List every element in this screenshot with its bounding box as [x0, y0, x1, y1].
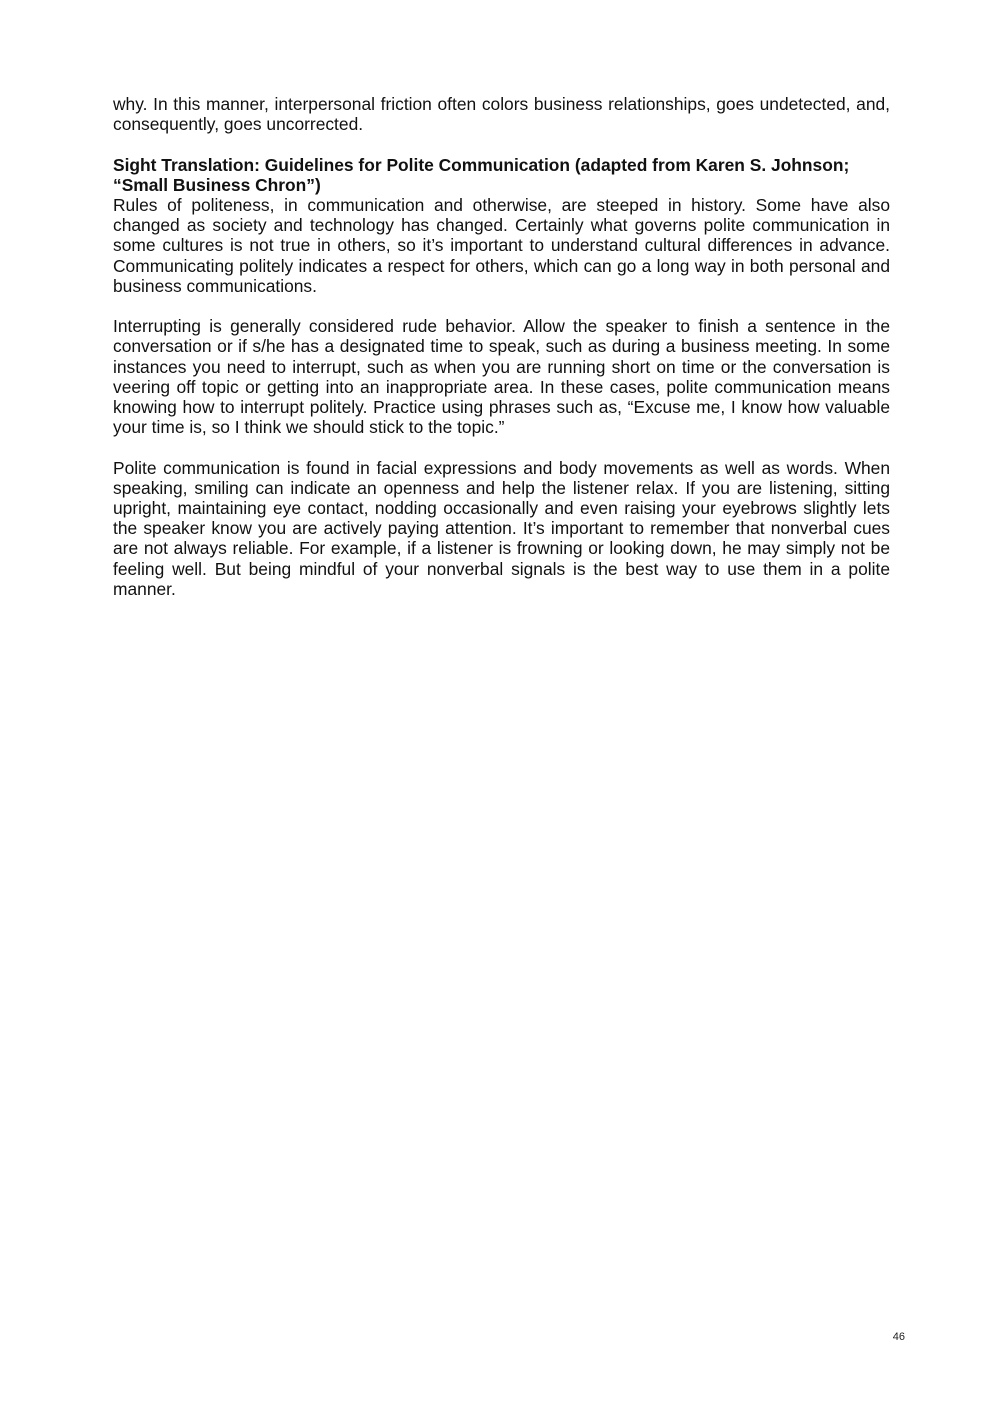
page-number: 46 — [892, 1331, 905, 1343]
paragraph-nonverbal: Polite communication is found in facial expressions and body movements as well as words. When speaking, smiling can indicate an openness and help the listener relax. If you are listening, sitting upright, maintaining eye contact, nodding occasionally and even raising your eyebrows slightly lets the speaker know you are actively paying attention. It’s important to remember that nonverbal cues are not always reliable. For example, if a listener is frowning or looking down, he may simply not be feeling well. But being mindful of your nonverbal signals is the best way to use them in a polite manner. — [113, 457, 890, 599]
paragraph-intro-end: why. In this manner, interpersonal friction often colors business relationships, goes undetected, and, consequently, goes uncorrected. — [113, 94, 890, 135]
paragraph-interrupting: Interrupting is generally considered rude behavior. Allow the speaker to finish a sentence in the conversation or if s/he has a designated time to speak, such as during a business meeting. In some instances you need to interrupt, such as when you are running short on time or the conversation is veering off topic or getting into an inappropriate area. In these cases, polite communication means knowing how to interrupt politely. Practice using phrases such as, “Excuse me, I know how valuable your time is, so I think we should stick to the topic.” — [113, 316, 890, 438]
paragraph-politeness-rules: Rules of politeness, in communication and otherwise, are steeped in history. Some have also changed as society and technology has changed. Certainly what governs polite communication in some cultures is not true in others, so it’s important to understand cultural differences in advance. Communicating politely indicates a respect for others, which can go a long way in both personal and business communications. — [113, 195, 890, 296]
page-body — [113, 94, 890, 599]
section-heading: Sight Translation: Guidelines for Polite Communication (adapted from Karen S. Johnson; “Small Business Chron”) — [113, 154, 850, 195]
